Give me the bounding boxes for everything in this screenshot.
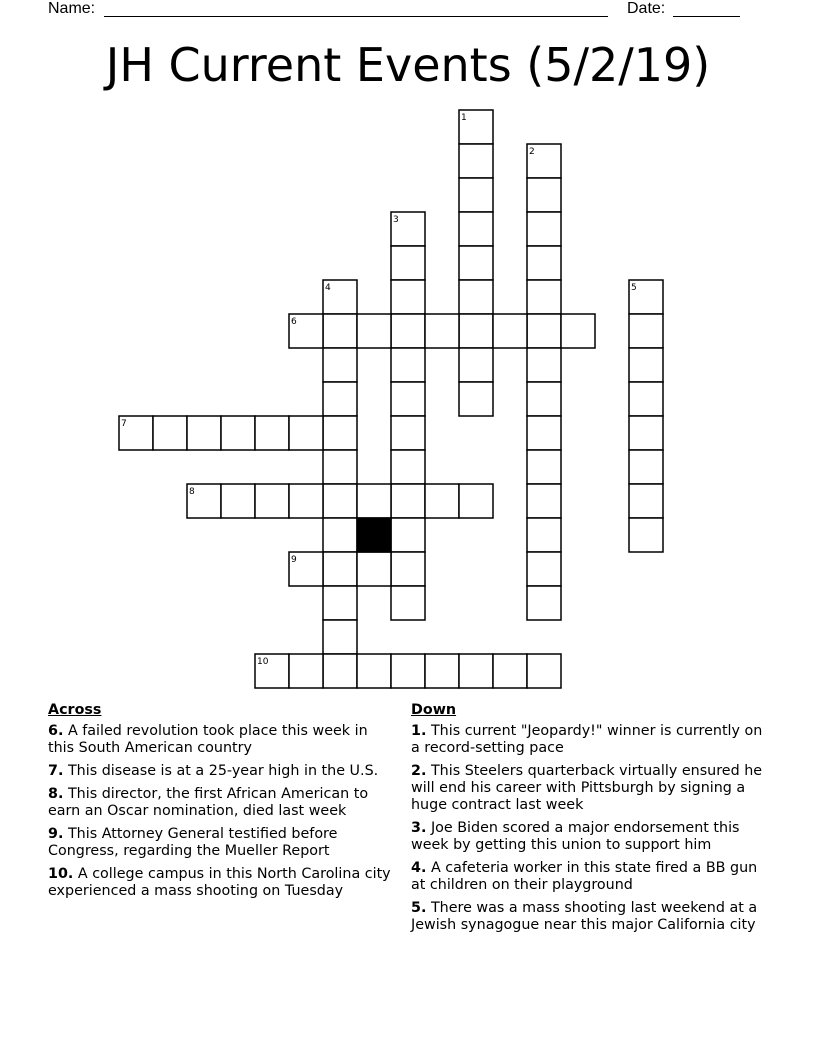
- cell-number: 10: [257, 657, 269, 667]
- grid-cell[interactable]: [459, 314, 493, 348]
- grid-cell[interactable]: [425, 654, 459, 688]
- clue-down-1: [411, 723, 771, 757]
- grid-cell[interactable]: [527, 416, 561, 450]
- grid-cell[interactable]: [561, 314, 595, 348]
- clue-text: Joe Biden scored a major endorsement this week by getting this union to support him: [411, 820, 740, 853]
- grid-cell[interactable]: [357, 484, 391, 518]
- grid-cell[interactable]: [425, 314, 459, 348]
- clue-across-10: [48, 866, 398, 900]
- clue-number: 10.: [48, 866, 74, 882]
- name-label: Name:: [48, 0, 96, 17]
- grid-cell[interactable]: [629, 314, 663, 348]
- grid-cell[interactable]: [527, 586, 561, 620]
- clue-text: A college campus in this North Carolina city experienced a mass shooting on Tuesday: [48, 866, 391, 899]
- grid-cell[interactable]: [527, 178, 561, 212]
- clue-down-4: [411, 860, 771, 894]
- grid-cell[interactable]: [289, 484, 323, 518]
- grid-cell[interactable]: [391, 246, 425, 280]
- grid-cell[interactable]: [459, 144, 493, 178]
- grid-cell[interactable]: [221, 484, 255, 518]
- grid-cell[interactable]: [323, 484, 357, 518]
- down-clues: [411, 702, 771, 940]
- grid-cell[interactable]: [391, 654, 425, 688]
- grid-cell[interactable]: [493, 314, 527, 348]
- grid-cell[interactable]: [323, 348, 357, 382]
- page-title: JH Current Events (5/2/19): [105, 38, 711, 92]
- clue-text: This disease is at a 25-year high in the U.S.: [67, 763, 379, 779]
- clue-across-6: [48, 723, 398, 757]
- grid-cell[interactable]: [391, 518, 425, 552]
- grid-cell[interactable]: [391, 416, 425, 450]
- date-label: Date:: [627, 0, 666, 17]
- clue-across-7: [48, 763, 398, 780]
- cell-number: 3: [393, 215, 399, 225]
- grid-cell[interactable]: [527, 382, 561, 416]
- grid-cell[interactable]: [629, 450, 663, 484]
- cell-number: 9: [291, 555, 297, 565]
- clue-across-9: [48, 826, 398, 860]
- clue-text: This Attorney General testified before Congress, regarding the Mueller Report: [48, 826, 338, 859]
- grid-cell[interactable]: [323, 382, 357, 416]
- grid-cell[interactable]: [459, 280, 493, 314]
- grid-cell[interactable]: [323, 314, 357, 348]
- cell-number: 2: [529, 147, 535, 157]
- grid-cell[interactable]: [323, 518, 357, 552]
- grid-cell[interactable]: [323, 654, 357, 688]
- grid-cell[interactable]: [153, 416, 187, 450]
- clue-number: 2.: [411, 763, 427, 779]
- grid-cell[interactable]: [459, 382, 493, 416]
- clue-down-2: [411, 763, 771, 814]
- grid-cell[interactable]: [391, 382, 425, 416]
- grid-cell[interactable]: [323, 620, 357, 654]
- clue-across-8: [48, 786, 398, 820]
- black-cell: [357, 518, 391, 552]
- across-heading: Across: [48, 702, 102, 718]
- grid-cell[interactable]: [391, 314, 425, 348]
- grid-cell[interactable]: [187, 416, 221, 450]
- cell-number: 4: [325, 283, 331, 293]
- clue-text: There was a mass shooting last weekend at a Jewish synagogue near this major California city: [411, 900, 758, 933]
- grid-cell[interactable]: [391, 348, 425, 382]
- clue-number: 4.: [411, 860, 427, 876]
- grid-cell[interactable]: [527, 314, 561, 348]
- grid-cell[interactable]: [527, 450, 561, 484]
- grid-cell[interactable]: [357, 654, 391, 688]
- clue-text: This director, the first African American to earn an Oscar nomination, died last week: [48, 786, 369, 819]
- grid-cell[interactable]: [629, 416, 663, 450]
- grid-cell[interactable]: [357, 314, 391, 348]
- grid-cell[interactable]: [527, 212, 561, 246]
- grid-cell[interactable]: [459, 178, 493, 212]
- grid-cell[interactable]: [357, 552, 391, 586]
- grid-cell[interactable]: [459, 484, 493, 518]
- grid-cell[interactable]: [629, 348, 663, 382]
- across-clues: [48, 702, 398, 906]
- grid-cell[interactable]: [289, 416, 323, 450]
- grid-cell[interactable]: [527, 246, 561, 280]
- clue-text: This Steelers quarterback virtually ensured he will end his career with Pittsburgh by signing a huge contract last week: [411, 763, 763, 813]
- clue-down-3: [411, 820, 771, 854]
- cell-number: 1: [461, 113, 467, 123]
- clue-text: A cafeteria worker in this state fired a BB gun at children on their playground: [411, 860, 758, 893]
- grid-cell[interactable]: [527, 484, 561, 518]
- clue-down-5: [411, 900, 771, 934]
- grid-cell[interactable]: [459, 654, 493, 688]
- cell-number: 5: [631, 283, 637, 293]
- down-heading: Down: [411, 702, 457, 718]
- grid-cell[interactable]: [289, 654, 323, 688]
- grid-cell[interactable]: [629, 382, 663, 416]
- cell-number: 8: [189, 487, 195, 497]
- grid-cell[interactable]: [391, 484, 425, 518]
- grid-cell[interactable]: [391, 450, 425, 484]
- cell-number: 6: [291, 317, 297, 327]
- grid-cell[interactable]: [425, 484, 459, 518]
- grid-cell[interactable]: [323, 416, 357, 450]
- grid-cell[interactable]: [391, 552, 425, 586]
- grid-cell[interactable]: [255, 416, 289, 450]
- clue-number: 8.: [48, 786, 64, 802]
- clue-number: 7.: [48, 763, 64, 779]
- grid-cell[interactable]: [459, 246, 493, 280]
- grid-cell[interactable]: [323, 450, 357, 484]
- grid-cell[interactable]: [527, 552, 561, 586]
- grid-cell[interactable]: [629, 484, 663, 518]
- grid-cell[interactable]: [493, 654, 527, 688]
- grid-cell[interactable]: [527, 280, 561, 314]
- grid-cell[interactable]: [527, 654, 561, 688]
- grid-cell[interactable]: [323, 552, 357, 586]
- clue-number: 9.: [48, 826, 64, 842]
- grid-cell[interactable]: [391, 586, 425, 620]
- grid-cell[interactable]: [629, 518, 663, 552]
- clue-text: This current "Jeopardy!" winner is currently on a record-setting pace: [411, 723, 763, 756]
- clue-number: 3.: [411, 820, 427, 836]
- clue-number: 1.: [411, 723, 427, 739]
- grid-cell[interactable]: [221, 416, 255, 450]
- grid-cell[interactable]: [459, 348, 493, 382]
- grid-cell[interactable]: [459, 212, 493, 246]
- grid-cell[interactable]: [323, 586, 357, 620]
- clue-number: 5.: [411, 900, 427, 916]
- grid-cell[interactable]: [391, 280, 425, 314]
- cell-number: 7: [121, 419, 127, 429]
- clue-text: A failed revolution took place this week in this South American country: [48, 723, 368, 756]
- grid-cell[interactable]: [527, 348, 561, 382]
- grid-cell[interactable]: [255, 484, 289, 518]
- clue-number: 6.: [48, 723, 64, 739]
- grid-cell[interactable]: [527, 518, 561, 552]
